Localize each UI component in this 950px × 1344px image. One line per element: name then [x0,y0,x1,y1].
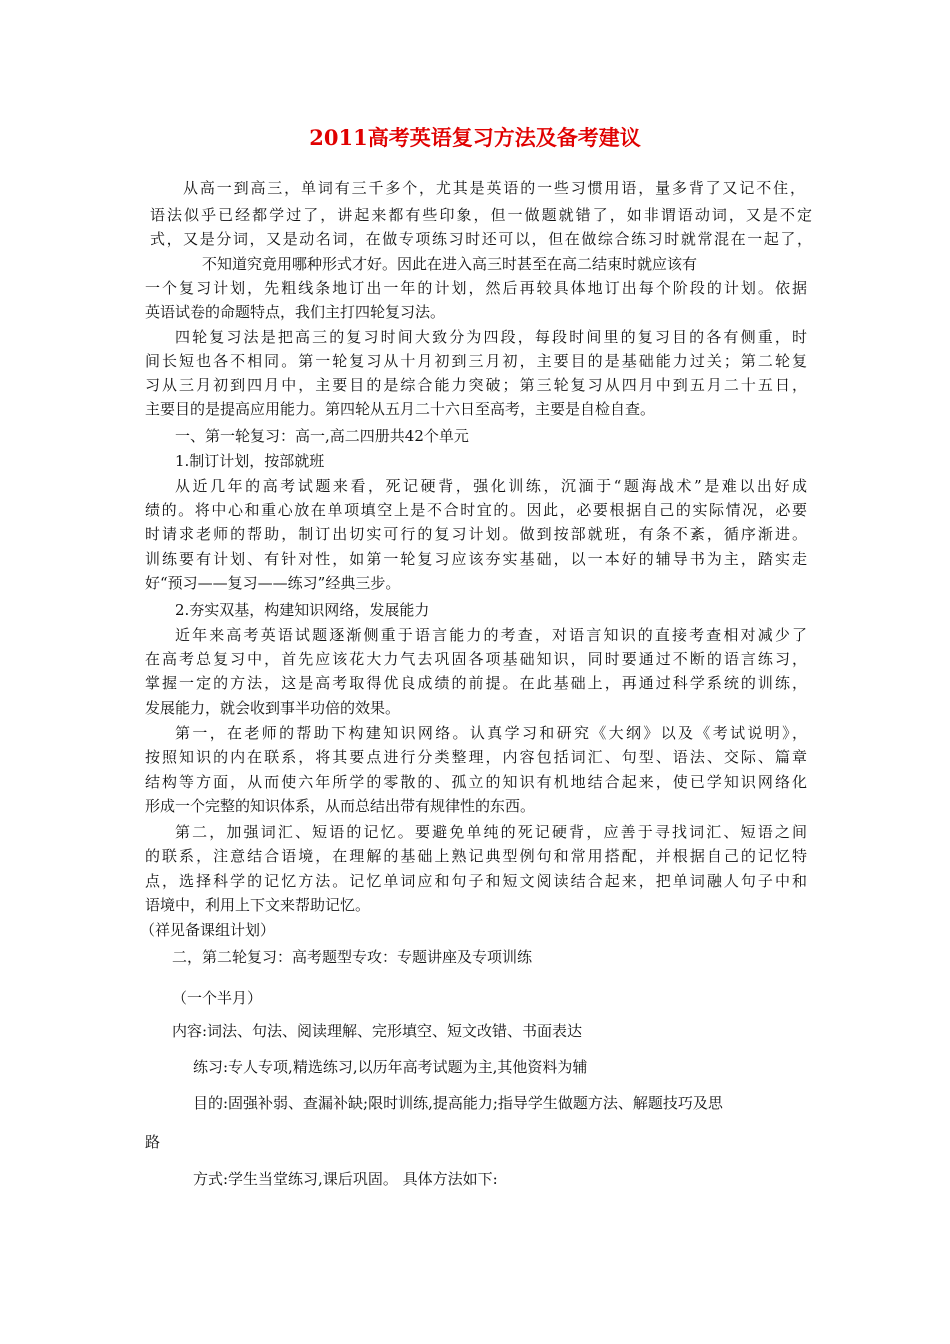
paragraph-line: 四轮复习法是把高三的复习时间大致分为四段，每段时间里的复习目的各有侧重，时 [175,328,807,346]
section-heading: 二，第二轮复习：高考题型专攻：专题讲座及专项训练 [172,948,533,966]
paragraph-line: 按照知识的内在联系，将其要点进行分类整理，内容包括词汇、句型、语法、交际、篇章 [145,748,807,766]
paragraph-line: 一个复习计划，先粗线条地订出一年的计划，然后再较具体地订出每个阶段的计划。依据 [145,279,807,297]
paragraph-line: 语法似乎已经都学过了，讲起来都有些印象，但一做题就错了，如非谓语动词，又是不定 [150,206,812,224]
paragraph-line: （祥见备课组计划） [140,921,276,939]
paragraph-line: 间长短也各不相同。第一轮复习从十月初到三月初，主要目的是基础能力过关；第二轮复 [145,352,807,370]
paragraph-line: 的联系，注意结合语境，在理解的基础上熟记典型例句和常用搭配，并根据自己的记忆特 [145,847,807,865]
paragraph-line: 从近几年的高考试题来看，死记硬背，强化训练，沉湎于“题海战术”是难以出好成 [175,477,807,495]
paragraph-line: 内容:词法、句法、阅读理解、完形填空、短文改错、书面表达 [172,1022,583,1040]
paragraph-line: 不知道究竟用哪种形式才好。因此在进入高三时甚至在高二结束时就应该有 [202,255,698,273]
paragraph-line: 发展能力，就会收到事半功倍的效果。 [145,699,401,717]
section-heading: 一、第一轮复习：高一,高二四册共42个单元 [175,427,469,445]
paragraph-line: 好“预习——复习——练习”经典三步。 [145,574,401,592]
paragraph-line: 在高考总复习中，首先应该花大力气去巩固各项基础知识，同时要通过不断的语言练习， [145,650,807,668]
paragraph-line: 语境中，利用上下文来帮助记忆。 [145,896,371,914]
paragraph-line: 掌握一定的方法，这是高考取得优良成绩的前提。在此基础上，再通过科学系统的训练， [145,674,807,692]
paragraph-line: 目的:固强补弱、查漏补缺;限时训练,提高能力;指导学生做题方法、解题技巧及思 [193,1094,723,1112]
paragraph-line: 第二，加强词汇、短语的记忆。要避免单纯的死记硬背，应善于寻找词汇、短语之间 [175,823,807,841]
document-title: 2011高考英语复习方法及备考建议 [309,125,641,150]
paragraph-line: 习从三月初到四月中，主要目的是综合能力突破；第三轮复习从四月中到五月二十五日， [145,376,807,394]
paragraph-line: 方式:学生当堂练习,课后巩固。 具体方法如下: [193,1170,498,1188]
paragraph-line: 训练要有计划、有针对性，如第一轮复习应该夯实基础，以一本好的辅导书为主，踏实走 [145,550,807,568]
paragraph-line: 从高一到高三，单词有三千多个，尤其是英语的一些习惯用语，量多背了又记不住， [183,179,805,197]
paragraph-line: 主要目的是提高应用能力。第四轮从五月二十六日至高考，主要是自检自查。 [145,400,656,418]
paragraph-line: 近年来高考英语试题逐渐侧重于语言能力的考查，对语言知识的直接考查相对减少了 [175,626,807,644]
paragraph-line: 时请求老师的帮助，制订出切实可行的复习计划。做到按部就班，有条不紊，循序渐进。 [145,525,807,543]
paragraph-line: 点，选择科学的记忆方法。记忆单词应和句子和短文阅读结合起来，把单词融人句子中和 [145,872,807,890]
paragraph-line: （一个半月） [172,989,263,1007]
paragraph-line: 结构等方面，从而使六年所学的零散的、孤立的知识有机地结合起来，使已学知识网络化 [145,773,807,791]
paragraph-line: 第一，在老师的帮助下构建知识网络。认真学习和研究《大纲》以及《考试说明》， [175,724,807,742]
paragraph-line: 形成一个完整的知识体系，从而总结出带有规律性的东西。 [145,797,536,815]
paragraph-line: 式，又是分词，又是动名词，在做专项练习时还可以，但在做综合练习时就常混在一起了， [150,230,812,248]
paragraph-line: 英语试卷的命题特点，我们主打四轮复习法。 [145,303,446,321]
paragraph-line: 绩的。将中心和重心放在单项填空上是不合时宜的。因此，必要根据自己的实际情况，必要 [145,501,807,519]
subsection-heading: 1.制订计划，按部就班 [175,452,325,470]
paragraph-line: 练习:专人专项,精选练习,以历年高考试题为主,其他资料为辅 [193,1058,588,1076]
paragraph-line: 路 [145,1133,161,1151]
subsection-heading: 2.夯实双基，构建知识网络，发展能力 [175,601,430,619]
